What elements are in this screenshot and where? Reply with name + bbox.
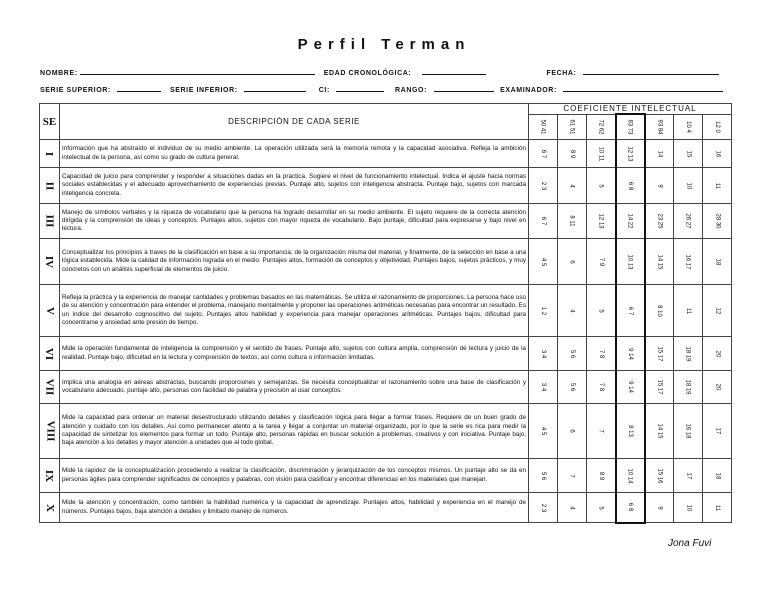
serie-description: Manejo de símbolos verbales y la riqueza de vocabulario que la persona ha logrado desarrollar en su medio ambiente. El sujeto requiere de la correcta atención dirigida y la comprensión de ideas y conceptos. Puntajes altos, sujetos con mayor riqueza de vocabulario. Bajo puntaje, dificultad para expresarse y bajo nivel en lectura. — [60, 204, 529, 239]
score-cell[interactable]: 10 14 — [616, 459, 645, 493]
range-cell: 93 84 — [645, 114, 674, 140]
score-cell[interactable]: 12 13 — [616, 140, 645, 168]
score-cell[interactable]: 28 30 — [703, 204, 732, 239]
score-cell[interactable]: 7 8 — [587, 337, 616, 371]
score-cell[interactable]: 5 6 — [558, 337, 587, 371]
serie-inferior-label: SERIE INFERIOR: — [169, 87, 238, 94]
serie-inferior-field[interactable] — [244, 85, 306, 92]
score-cell[interactable]: 10 — [674, 168, 703, 204]
score-cell[interactable]: 18 19 — [674, 371, 703, 404]
score-cell[interactable]: 18 19 — [674, 337, 703, 371]
score-cell[interactable]: 16 — [703, 140, 732, 168]
score-cell[interactable]: 10 11 — [587, 140, 616, 168]
score-cell[interactable]: 9 — [645, 493, 674, 523]
serie-number: VII — [40, 371, 60, 404]
score-cell[interactable]: 15 17 — [645, 371, 674, 404]
examinador-field[interactable] — [563, 85, 723, 92]
score-cell[interactable]: 5 6 — [529, 459, 558, 493]
nombre-label: NOMBRE: — [40, 70, 78, 77]
score-cell[interactable]: 8 9 — [558, 140, 587, 168]
form-row-2 — [40, 85, 723, 94]
score-cell[interactable]: 16 17 — [674, 239, 703, 285]
score-cell[interactable]: 17 — [674, 459, 703, 493]
score-cell[interactable]: 2 3 — [529, 493, 558, 523]
score-cell[interactable]: 23 25 — [645, 204, 674, 239]
coef-header: COEFICIENTE INTELECTUAL — [529, 104, 732, 115]
score-cell[interactable]: 5 — [587, 285, 616, 337]
score-cell[interactable]: 9 14 — [616, 371, 645, 404]
score-cell[interactable]: 8 13 — [616, 404, 645, 459]
serie-number: IX — [40, 459, 60, 493]
serie-number: VI — [40, 337, 60, 371]
score-cell[interactable]: 12 — [703, 285, 732, 337]
score-cell[interactable]: 6 7 — [529, 204, 558, 239]
score-cell[interactable]: 8 10 — [645, 285, 674, 337]
rango-field[interactable] — [434, 85, 494, 92]
score-cell[interactable]: 12 13 — [587, 204, 616, 239]
serie-number: X — [40, 493, 60, 523]
score-cell[interactable]: 16 18 — [674, 404, 703, 459]
serie-number: IV — [40, 239, 60, 285]
score-cell[interactable]: 14 15 — [645, 404, 674, 459]
score-cell[interactable]: 8 9 — [587, 459, 616, 493]
score-cell[interactable]: 6 8 — [616, 493, 645, 523]
serie-description: Mide la capacidad para ordenar un material desestructurado utilizando detalles y clasificación lógica para llegar a formar frases. Requiere de un buen grado de atención y cuidado con los detalles. Así como permanecer atento a la tarea y llegar a conjuntar un material organizado, por lo que la serie es rica para medir la capacidad de sintetizar los elementos para formar un todo. Puntaje alto, personas rápidas en buscar solución a problemas, creativos y con iniciativa. Puntaje bajo, baja atención a los detalles y mayor atención a unidades que al todo global. — [60, 404, 529, 459]
range-cell: 10 4 — [674, 114, 703, 140]
score-cell[interactable]: 26 27 — [674, 204, 703, 239]
score-cell[interactable]: 7 9 — [587, 239, 616, 285]
form-row-1 — [40, 68, 719, 77]
serie-description: Capacidad de juicio para comprender y responder a situaciones dadas en la práctica. Sugiere el nivel de funcionamiento intelectual. Indica el ajuste hacia normas sociales establecidas y el adecuado aprovechamiento de experiencias previas. Puntaje alto, sujetos con inteligencia abstracta. Puntaje bajo, sujetos con marcada inteligencia concreta. — [60, 168, 529, 204]
score-cell[interactable]: 15 — [674, 140, 703, 168]
score-cell[interactable]: 20 — [703, 371, 732, 404]
score-cell[interactable]: 20 — [703, 337, 732, 371]
serie-description: Mide la rapidez de la conceptualización procediendo a realizar la clasificación, discriminación y jerarquización de los conceptos mismos. Un puntaje alto se da en personas ágiles para comprender significados de conceptos y palabras, con visión para clasificar y encontrar diferencias en los materiales que manejan. — [60, 459, 529, 493]
score-cell[interactable]: 6 7 — [616, 285, 645, 337]
serie-superior-label: SERIE SUPERIOR: — [40, 87, 111, 94]
score-cell[interactable]: 5 6 — [558, 371, 587, 404]
table-row — [40, 239, 732, 285]
score-cell[interactable]: 11 — [703, 168, 732, 204]
range-cell: 50 41 — [529, 114, 558, 140]
serie-description: Mide la atención y concentración, como también la habilidad numérica y la capacidad de aprendizaje. Puntajes altos, habilidad y experiencia en el manejo de números. Puntajes bajos, baja atención a detalles y limitado manejo de números. — [60, 493, 529, 523]
score-cell[interactable]: 9 — [645, 168, 674, 204]
range-cell: 12 0 — [703, 114, 732, 140]
serie-description: Implica una analogía en aéreas abstractas, buscando proporciones y semejanzas. Se necesita conceptualizar el razonamiento sobre una base de clasificación y vocabulario adecuado. puntaje alto, personas con facilidad de palabra y precisión al usar conceptos. — [60, 371, 529, 404]
score-cell[interactable]: 7 — [558, 459, 587, 493]
score-cell[interactable]: 2 3 — [529, 168, 558, 204]
score-cell[interactable]: 3 4 — [529, 337, 558, 371]
score-cell[interactable]: 1 2 — [529, 285, 558, 337]
score-cell[interactable]: 17 — [703, 404, 732, 459]
ci-field[interactable] — [336, 85, 384, 92]
score-cell[interactable]: 4 — [558, 285, 587, 337]
fecha-field[interactable] — [583, 68, 719, 75]
score-cell[interactable]: 3 4 — [529, 371, 558, 404]
table-row — [40, 493, 732, 523]
edad-label: EDAD CRONOLÓGICA: — [323, 70, 412, 77]
score-cell[interactable]: 14 15 — [645, 239, 674, 285]
serie-number: V — [40, 285, 60, 337]
fecha-label: FECHA: — [546, 70, 577, 77]
score-cell[interactable]: 11 — [674, 285, 703, 337]
score-cell[interactable]: 11 — [703, 493, 732, 523]
score-cell[interactable]: 7 — [587, 404, 616, 459]
serie-number: VIII — [40, 404, 60, 459]
table-row — [40, 371, 732, 404]
serie-description: Mide la operación fundamental de inteligencia la comprensión y el sentido de frases. Puntaje alto, sujetos con cultura amplia, comprensión de lectura y juicio de la realidad. Puntaje bajo, dificultad en la lectura y comprensión de textos, así como cultura o información limitadas. — [60, 337, 529, 371]
score-cell[interactable]: 10 — [674, 493, 703, 523]
se-header: SE — [40, 104, 60, 140]
serie-table — [39, 103, 732, 524]
table-row — [40, 404, 732, 459]
serie-number: II — [40, 168, 60, 204]
score-cell[interactable]: 6 8 — [616, 168, 645, 204]
signature: Jona Fuvi — [668, 538, 712, 549]
serie-superior-field[interactable] — [117, 85, 161, 92]
score-cell[interactable]: 7 8 — [587, 371, 616, 404]
table-row — [40, 459, 732, 493]
score-cell[interactable]: 9 14 — [616, 337, 645, 371]
score-cell[interactable]: 4 5 — [529, 239, 558, 285]
range-cell: 61 51 — [558, 114, 587, 140]
ci-label: CI: — [318, 87, 330, 94]
score-cell[interactable]: 15 17 — [645, 337, 674, 371]
header-row — [40, 104, 732, 115]
edad-field[interactable] — [422, 68, 486, 75]
serie-number: III — [40, 204, 60, 239]
serie-description: Información que ha abstraído el individuo de su medio ambiente. La operación utilizada será la memoria remota y la capacidad asociativa. Refleja la ambición intelectual de la persona, así como su grado de cultura general. — [60, 140, 529, 168]
score-cell[interactable]: 4 — [558, 493, 587, 523]
score-cell[interactable]: 10 13 — [616, 239, 645, 285]
table-row — [40, 168, 732, 204]
serie-number: I — [40, 140, 60, 168]
range-cell: 72 62 — [587, 114, 616, 140]
score-cell[interactable]: 5 — [587, 168, 616, 204]
score-cell[interactable]: 14 22 — [616, 204, 645, 239]
nombre-field[interactable] — [80, 68, 315, 75]
score-cell[interactable]: 14 — [645, 140, 674, 168]
table-row — [40, 140, 732, 168]
table-row — [40, 337, 732, 371]
score-cell[interactable]: 8 11 — [558, 204, 587, 239]
score-cell[interactable]: 6 — [558, 239, 587, 285]
score-cell[interactable]: 4 5 — [529, 404, 558, 459]
serie-description: Refleja la práctica y la experiencia de manejar cantidades y problemas basados en las matemáticas. Se utiliza el razonamiento de proporciones. La persona hace uso de su atención y concentración para entender el problema, manejario mentalmente y proponer las operaciones aritméticas necesarias para encontrar un resultado. Es un índice del desarrollo cognoscitivo del sujeto. Puntajes altos habilidad y experiencia para manejar operaciones aritméticas. Puntajes bajos, dificultad para concentrarse y ansiedad ante presión de tiempo. — [60, 285, 529, 337]
table-row — [40, 204, 732, 239]
score-cell[interactable]: 18 — [703, 459, 732, 493]
score-cell[interactable]: 6 — [558, 404, 587, 459]
serie-description: Conceptualizar los principios a traves de la clasificación en base a su importancia; de la organización misma del material, y finalmente, de la selección en base a una lógica establecida. Mide la calidad de información lograda en el medio. Puntajes altos, formación de conceptos y objetividad. Puntajes bajos, sujetos prácticos, y muy concretos con un análisis superficial de elementos de juicio. — [60, 239, 529, 285]
page-title: Perfil Terman — [297, 36, 471, 53]
rango-label: RANGO: — [395, 87, 428, 94]
score-cell[interactable]: 4 — [558, 168, 587, 204]
table-row — [40, 285, 732, 337]
examinador-label: EXAMINADOR: — [500, 87, 557, 94]
score-cell[interactable]: 18 — [703, 239, 732, 285]
range-cell: 83 73 — [616, 114, 645, 140]
score-cell[interactable]: 6 7 — [529, 140, 558, 168]
score-cell[interactable]: 5 — [587, 493, 616, 523]
desc-header: DESCRIPCIÓN DE CADA SERIE — [60, 104, 529, 140]
score-cell[interactable]: 15 16 — [645, 459, 674, 493]
